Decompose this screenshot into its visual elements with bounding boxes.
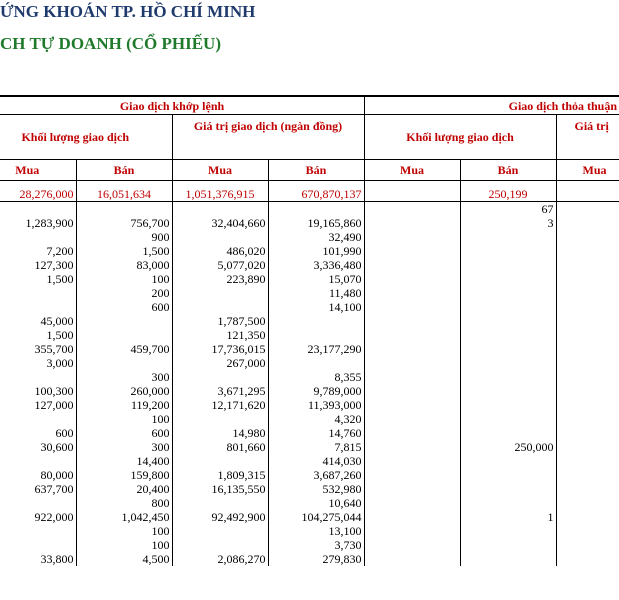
- neg-buy-volume-cell: [364, 398, 460, 412]
- sell-volume-cell: 100: [76, 524, 172, 538]
- sell-volume-cell: 900: [76, 230, 172, 244]
- neg-buy-value-cell: [556, 202, 619, 217]
- sell-value-cell: 7,815: [268, 440, 364, 454]
- table-row: [0, 426, 619, 440]
- neg-buy-volume-cell: [364, 314, 460, 328]
- buy-value-cell: [172, 370, 268, 384]
- neg-sell-volume-cell: [460, 426, 556, 440]
- neg-buy-value-cell: [556, 468, 619, 482]
- neg-sell-volume-cell: [460, 244, 556, 258]
- neg-sell-volume-cell: [460, 496, 556, 510]
- buy-volume-cell: [0, 538, 76, 552]
- sell-value-cell: [268, 314, 364, 328]
- buy-value-cell: 17,736,015: [172, 342, 268, 356]
- neg-sell-volume-cell: [460, 300, 556, 314]
- sell-value-cell: 11,393,000: [268, 398, 364, 412]
- buy-volume-cell: [0, 300, 76, 314]
- matched-volume-header: Khối lượng giao dịch: [21, 130, 130, 144]
- sell-volume-cell: 260,000: [76, 384, 172, 398]
- table-row: [0, 272, 619, 286]
- neg-sell-volume-cell: [460, 524, 556, 538]
- sell-volume-cell: 100: [76, 412, 172, 426]
- table-row: [0, 370, 619, 384]
- buy-value-cell: [172, 286, 268, 300]
- neg-sell-volume-cell: 67: [460, 202, 556, 217]
- neg-buy-value-cell: [556, 454, 619, 468]
- table-row: [0, 524, 619, 538]
- neg-sell-volume-cell: [460, 384, 556, 398]
- buy-value-cell: [172, 524, 268, 538]
- sell-volume-header: Bán: [76, 160, 172, 181]
- neg-buy-volume-cell: [364, 286, 460, 300]
- buy-volume-cell: [0, 230, 76, 244]
- sell-volume-cell: 119,200: [76, 398, 172, 412]
- table-row: [0, 552, 619, 566]
- buy-value-header: Mua: [172, 160, 268, 181]
- neg-buy-volume-cell: [364, 538, 460, 552]
- sell-volume-cell: 20,400: [76, 482, 172, 496]
- neg-buy-value-cell: [556, 258, 619, 272]
- neg-sell-volume-cell: [460, 272, 556, 286]
- neg-buy-value-cell: [556, 272, 619, 286]
- neg-buy-value-cell: [556, 440, 619, 454]
- sell-value-cell: 414,030: [268, 454, 364, 468]
- table-row: [0, 538, 619, 552]
- table-row: [0, 440, 619, 454]
- neg-buy-volume-cell: [364, 300, 460, 314]
- neg-sell-volume-cell: [460, 412, 556, 426]
- neg-sell-volume-cell: [460, 314, 556, 328]
- buy-volume-cell: [0, 454, 76, 468]
- table-row: [0, 202, 619, 217]
- table-row: [0, 356, 619, 370]
- neg-buy-value-cell: [556, 482, 619, 496]
- neg-buy-value-cell: [556, 314, 619, 328]
- sell-value-cell: 15,070: [268, 272, 364, 286]
- sell-value-cell: [268, 356, 364, 370]
- neg-buy-value-cell: [556, 286, 619, 300]
- total-buy-value: 1,051,376,915: [172, 187, 268, 202]
- neg-buy-value-header: Mua: [556, 160, 619, 181]
- neg-sell-volume-cell: [460, 482, 556, 496]
- buy-value-cell: 32,404,660: [172, 216, 268, 230]
- buy-value-cell: 3,671,295: [172, 384, 268, 398]
- neg-sell-volume-cell: [460, 370, 556, 384]
- neg-buy-value-cell: [556, 398, 619, 412]
- neg-buy-value-cell: [556, 538, 619, 552]
- neg-buy-value-cell: [556, 328, 619, 342]
- neg-sell-volume-cell: [460, 258, 556, 272]
- neg-sell-volume-cell: [460, 398, 556, 412]
- neg-sell-volume-cell: 1: [460, 510, 556, 524]
- table-row: [0, 314, 619, 328]
- table-row: [0, 412, 619, 426]
- neg-buy-volume-cell: [364, 524, 460, 538]
- neg-buy-volume-cell: [364, 384, 460, 398]
- report-title: CH TỰ DOANH (CỔ PHIẾU): [0, 34, 221, 53]
- matched-value-header: Giá trị giao dịch (ngàn đồng): [172, 115, 364, 160]
- sell-value-cell: 101,990: [268, 244, 364, 258]
- sell-volume-cell: 14,400: [76, 454, 172, 468]
- buy-value-cell: [172, 454, 268, 468]
- sell-value-cell: 32,490: [268, 230, 364, 244]
- sell-volume-cell: 459,700: [76, 342, 172, 356]
- buy-volume-cell: 922,000: [34, 510, 74, 524]
- buy-volume-cell: 100,300: [34, 384, 74, 398]
- sell-volume-cell: 4,500: [76, 552, 172, 566]
- buy-value-cell: 121,350: [172, 328, 268, 342]
- sell-volume-cell: 800: [76, 496, 172, 510]
- sell-value-cell: 8,355: [268, 370, 364, 384]
- neg-buy-value-cell: [556, 524, 619, 538]
- neg-sell-volume-cell: [460, 286, 556, 300]
- exchange-title: ỨNG KHOÁN TP. HỒ CHÍ MINH: [0, 2, 256, 21]
- sell-value-cell: [268, 202, 364, 217]
- sell-value-cell: 14,760: [268, 426, 364, 440]
- sell-value-cell: 3,687,260: [268, 468, 364, 482]
- neg-buy-value-cell: [556, 342, 619, 356]
- sell-volume-cell: 600: [76, 426, 172, 440]
- sell-value-cell: 279,830: [268, 552, 364, 566]
- buy-volume-cell: 127,300: [34, 258, 74, 272]
- buy-volume-cell: 30,600: [40, 440, 74, 454]
- neg-buy-volume-cell: [364, 482, 460, 496]
- neg-buy-volume-cell: [364, 552, 460, 566]
- sell-volume-cell: 83,000: [76, 258, 172, 272]
- total-sell-value: 670,870,137: [268, 187, 364, 202]
- table-row: [0, 496, 619, 510]
- negotiated-volume-header: Khối lượng giao dịch: [364, 115, 556, 160]
- neg-buy-volume-cell: [364, 216, 460, 230]
- sell-volume-cell: 1,042,450: [76, 510, 172, 524]
- sell-value-cell: 11,480: [268, 286, 364, 300]
- sell-value-cell: 3,336,480: [268, 258, 364, 272]
- neg-buy-value-cell: [556, 300, 619, 314]
- total-sell-volume: 16,051,634: [76, 187, 172, 202]
- neg-sell-volume-cell: 250,000: [460, 440, 556, 454]
- sell-value-header: Bán: [268, 160, 364, 181]
- neg-buy-volume-cell: [364, 454, 460, 468]
- buy-volume-cell: 355,700: [34, 342, 74, 356]
- buy-value-cell: 92,492,900: [172, 510, 268, 524]
- buy-volume-cell: 7,200: [46, 244, 74, 258]
- sell-volume-cell: 300: [76, 370, 172, 384]
- buy-volume-cell: 127,000: [34, 398, 74, 412]
- table-row: [0, 286, 619, 300]
- buy-volume-cell: 33,800: [40, 552, 74, 566]
- table-row: [0, 384, 619, 398]
- sell-value-cell: 532,980: [268, 482, 364, 496]
- buy-value-cell: [172, 496, 268, 510]
- negotiated-trading-header: Giao dịch thỏa thuận: [460, 96, 619, 115]
- neg-buy-value-cell: [556, 244, 619, 258]
- buy-value-cell: 1,787,500: [172, 314, 268, 328]
- negotiated-value-header: Giá trị: [556, 115, 619, 160]
- sell-volume-cell: [76, 202, 172, 217]
- table-row: [0, 328, 619, 342]
- buy-value-cell: [172, 202, 268, 217]
- buy-volume-cell: 3,000: [46, 356, 74, 370]
- neg-sell-volume-cell: [460, 538, 556, 552]
- neg-buy-volume-cell: [364, 370, 460, 384]
- buy-value-cell: 801,660: [172, 440, 268, 454]
- neg-buy-value-cell: [556, 412, 619, 426]
- sell-volume-cell: 600: [76, 300, 172, 314]
- table-row: [0, 482, 619, 496]
- neg-buy-volume-cell: [364, 510, 460, 524]
- sell-volume-cell: [76, 356, 172, 370]
- sell-value-cell: 14,100: [268, 300, 364, 314]
- sell-volume-cell: 159,800: [76, 468, 172, 482]
- sell-value-cell: [268, 328, 364, 342]
- sell-volume-cell: 300: [76, 440, 172, 454]
- sell-value-cell: 23,177,290: [268, 342, 364, 356]
- table-row: [0, 468, 619, 482]
- sell-volume-cell: 1,500: [76, 244, 172, 258]
- table-row: [0, 300, 619, 314]
- buy-value-cell: 1,809,315: [172, 468, 268, 482]
- sell-value-cell: 4,320: [268, 412, 364, 426]
- buy-value-cell: 16,135,550: [172, 482, 268, 496]
- neg-buy-value-cell: [556, 510, 619, 524]
- buy-volume-cell: 1,500: [46, 272, 74, 286]
- buy-volume-header: Mua: [0, 160, 76, 181]
- neg-sell-volume-cell: [460, 356, 556, 370]
- sell-volume-cell: 200: [76, 286, 172, 300]
- buy-value-cell: 486,020: [172, 244, 268, 258]
- table-row: [0, 216, 619, 230]
- neg-buy-volume-cell: [364, 496, 460, 510]
- sell-value-cell: 19,165,860: [268, 216, 364, 230]
- buy-volume-cell: [0, 286, 76, 300]
- sell-volume-cell: 756,700: [76, 216, 172, 230]
- neg-sell-volume-cell: [460, 342, 556, 356]
- buy-volume-cell: 45,000: [40, 314, 74, 328]
- neg-buy-volume-cell: [364, 230, 460, 244]
- buy-volume-cell: 1,283,900: [25, 216, 74, 230]
- neg-buy-volume-cell: [364, 356, 460, 370]
- table-row: [0, 454, 619, 468]
- buy-volume-cell: 1,500: [46, 328, 74, 342]
- buy-value-cell: [172, 412, 268, 426]
- buy-value-cell: [172, 230, 268, 244]
- neg-sell-volume-cell: [460, 468, 556, 482]
- buy-value-cell: 14,980: [172, 426, 268, 440]
- buy-value-cell: 267,000: [172, 356, 268, 370]
- neg-sell-volume-cell: 3: [460, 216, 556, 230]
- table-row: [0, 398, 619, 412]
- buy-volume-cell: 600: [55, 426, 74, 440]
- neg-buy-volume-cell: [364, 328, 460, 342]
- neg-sell-volume-cell: [460, 328, 556, 342]
- neg-buy-volume-cell: [364, 426, 460, 440]
- sell-volume-cell: 100: [76, 272, 172, 286]
- neg-buy-volume-header: Mua: [364, 160, 460, 181]
- sell-value-cell: 3,730: [268, 538, 364, 552]
- buy-value-cell: 2,086,270: [172, 552, 268, 566]
- neg-buy-value-cell: [556, 552, 619, 566]
- buy-volume-cell: [0, 370, 76, 384]
- buy-value-cell: [172, 300, 268, 314]
- buy-volume-cell: [0, 412, 76, 426]
- total-neg-sell-volume: 250,199: [460, 187, 556, 202]
- proprietary-trading-table: [0, 95, 618, 600]
- buy-value-cell: [172, 538, 268, 552]
- neg-buy-value-cell: [556, 230, 619, 244]
- neg-buy-volume-cell: [364, 272, 460, 286]
- table-row: [0, 230, 619, 244]
- neg-buy-volume-cell: [364, 258, 460, 272]
- neg-buy-value-cell: [556, 426, 619, 440]
- neg-buy-volume-cell: [364, 412, 460, 426]
- neg-buy-volume-cell: [364, 342, 460, 356]
- table-row: [0, 258, 619, 272]
- neg-sell-volume-cell: [460, 552, 556, 566]
- neg-buy-volume-cell: [364, 468, 460, 482]
- neg-buy-volume-cell: [364, 440, 460, 454]
- matched-trading-header: Giao dịch khớp lệnh: [76, 96, 268, 115]
- neg-sell-volume-cell: [460, 454, 556, 468]
- neg-sell-volume-cell: [460, 230, 556, 244]
- sell-volume-cell: [76, 328, 172, 342]
- neg-buy-value-cell: [556, 384, 619, 398]
- buy-volume-cell: [0, 496, 76, 510]
- neg-buy-value-cell: [556, 216, 619, 230]
- sell-volume-cell: 100: [76, 538, 172, 552]
- buy-value-cell: 12,171,620: [172, 398, 268, 412]
- buy-volume-cell: 80,000: [40, 468, 74, 482]
- table-row: [0, 342, 619, 356]
- neg-buy-value-cell: [556, 496, 619, 510]
- table-row: [0, 510, 619, 524]
- buy-value-cell: 223,890: [172, 272, 268, 286]
- table-row: [0, 244, 619, 258]
- neg-buy-value-cell: [556, 370, 619, 384]
- neg-buy-volume-cell: [364, 202, 460, 217]
- neg-buy-value-cell: [556, 356, 619, 370]
- sell-value-cell: 13,100: [268, 524, 364, 538]
- sell-value-cell: 9,789,000: [268, 384, 364, 398]
- buy-volume-cell: 637,700: [34, 482, 74, 496]
- buy-volume-cell: [0, 202, 76, 217]
- buy-value-cell: 5,077,020: [172, 258, 268, 272]
- total-buy-volume: 28,276,000: [0, 187, 76, 202]
- sell-value-cell: 104,275,044: [268, 510, 364, 524]
- neg-buy-volume-cell: [364, 244, 460, 258]
- sell-volume-cell: [76, 314, 172, 328]
- neg-sell-volume-header: Bán: [460, 160, 556, 181]
- sell-value-cell: 10,640: [268, 496, 364, 510]
- buy-volume-cell: [0, 524, 76, 538]
